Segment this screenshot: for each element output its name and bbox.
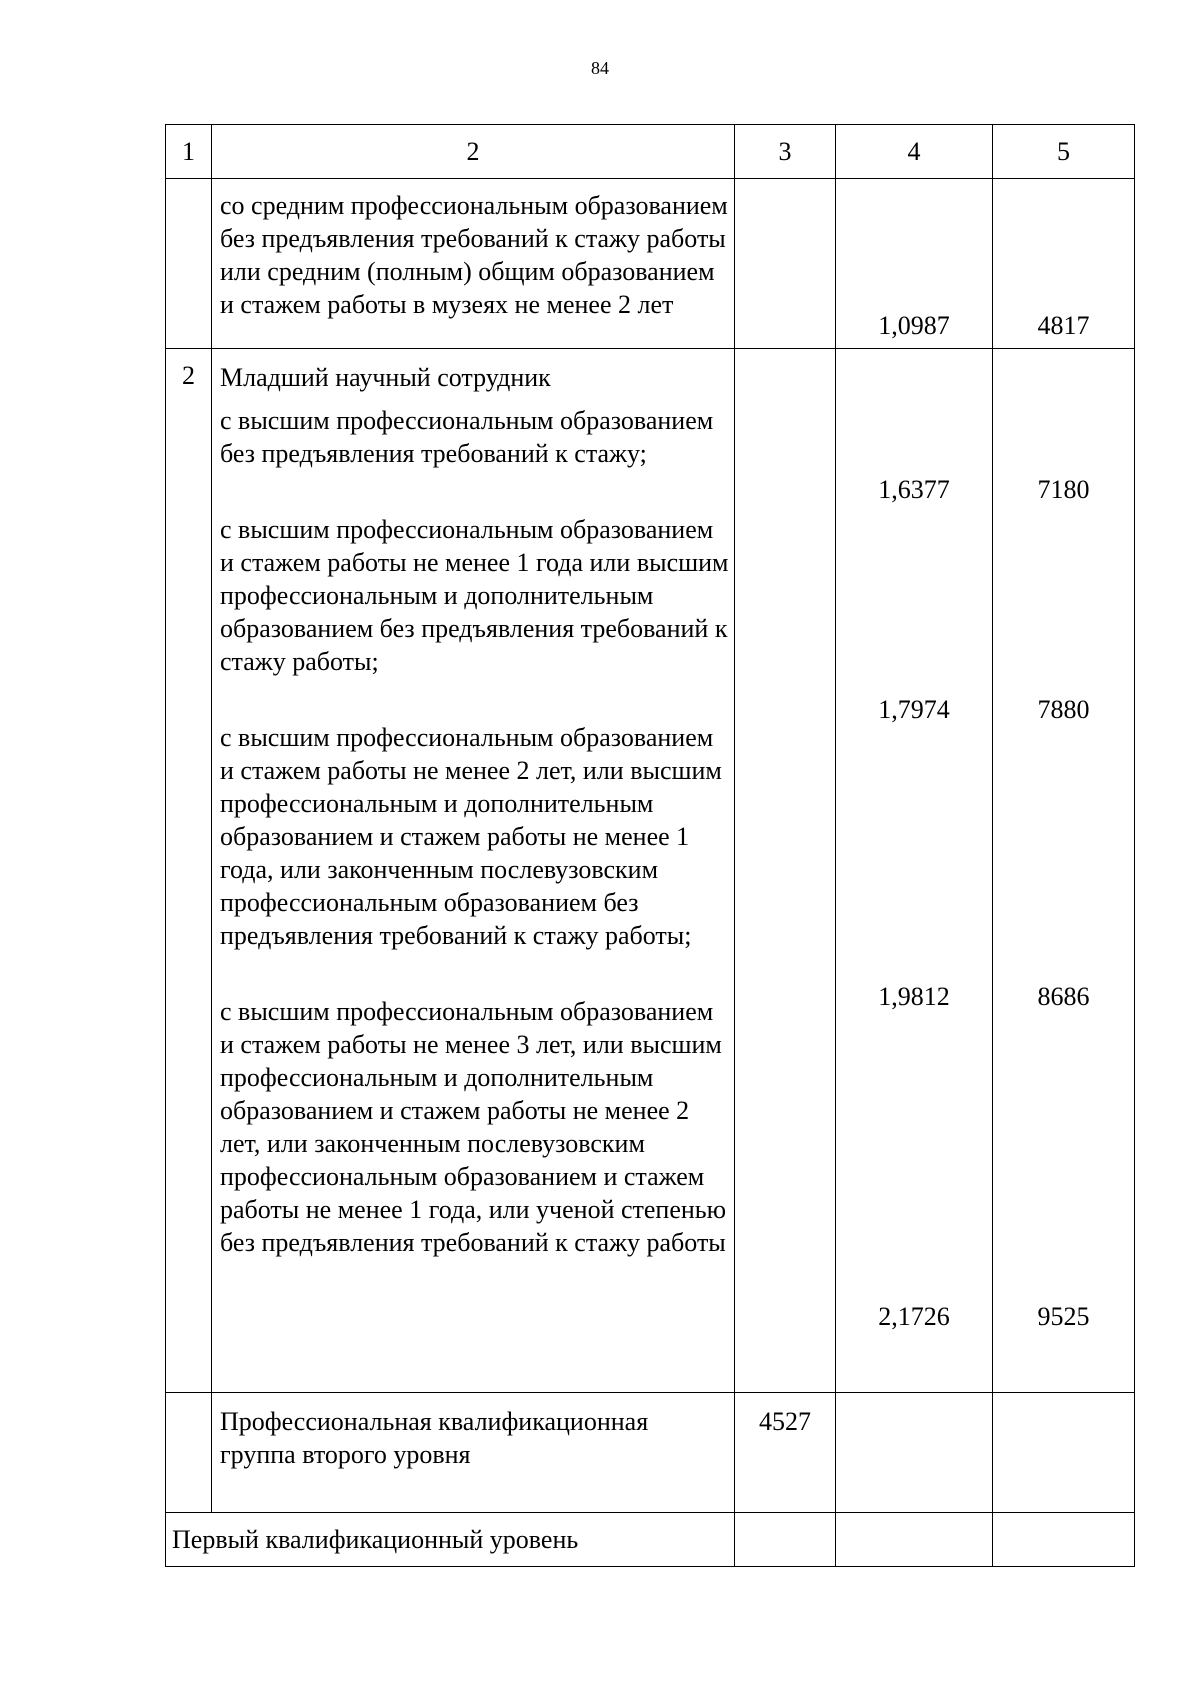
base-salary-cell: 4527: [735, 1393, 836, 1513]
requirement-text: со средним профессиональным образованием без предъявления требований к стажу работы или средним (полным) общим образованием и стажем работы в музеях не менее 2 лет: [220, 191, 728, 319]
salary-cell: [993, 349, 1135, 1393]
coefficient-cell: [836, 1513, 993, 1567]
position-description-cell: [212, 179, 735, 349]
group-description-cell: [212, 1393, 735, 1513]
salary-cell: 4817: [993, 179, 1135, 349]
base-salary-cell: [735, 179, 836, 349]
position-description-cell: [212, 349, 735, 1393]
table-row: [166, 1513, 1135, 1567]
group-title: Профессиональная квалификационная группа второго уровня: [220, 1407, 649, 1469]
header-col-4: 4: [836, 125, 993, 179]
row-number-cell: [166, 179, 212, 349]
header-col-5: 5: [993, 125, 1135, 179]
coefficient-value: 2,1726: [878, 1302, 950, 1331]
coefficient-cell: [836, 1393, 993, 1513]
salary-value: 7880: [1037, 695, 1090, 724]
coefficient-value: 1,6377: [878, 475, 950, 504]
position-title: Младший научный сотрудник: [220, 363, 551, 392]
salary-value: 9525: [1037, 1302, 1090, 1331]
base-salary-cell: [735, 349, 836, 1393]
salary-cell: [993, 1393, 1135, 1513]
level-title-cell: Первый квалификационный уровень: [166, 1513, 735, 1567]
salary-value: 7180: [1037, 475, 1090, 504]
table-row: [166, 349, 1135, 1393]
header-col-2: 2: [212, 125, 735, 179]
base-salary-cell: [735, 1513, 836, 1567]
row-number-cell: [166, 1393, 212, 1513]
table-row: [166, 1393, 1135, 1513]
header-col-1: 1: [166, 125, 212, 179]
salary-value: 8686: [1037, 982, 1090, 1011]
salary-table: [165, 124, 1135, 1567]
header-col-3: 3: [735, 125, 836, 179]
coefficient-value: 1,7974: [878, 695, 950, 724]
coefficient-cell: 1,0987: [836, 179, 993, 349]
requirement-text: с высшим профессиональным образованием без предъявления требований к стажу;: [220, 406, 714, 468]
coefficient-cell: [836, 349, 993, 1393]
coefficient-value: 1,9812: [878, 982, 950, 1011]
row-number-cell: 2: [166, 349, 212, 1393]
page-number: 84: [591, 58, 609, 78]
salary-cell: [993, 1513, 1135, 1567]
requirement-text: с высшим профессиональным образованием и стажем работы не менее 2 лет, или высшим профессиональным и дополнительным образованием и стажем работы не менее 1 года, или законченным послевузовским профессиональным образованием без предъявления требований к стажу работы;: [220, 723, 722, 950]
requirement-text: с высшим профессиональным образованием и стажем работы не менее 1 года или высшим профессиональным и дополнительным образованием без предъявления требований к стажу работы;: [220, 515, 729, 676]
requirement-text: с высшим профессиональным образованием и стажем работы не менее 3 лет, или высшим профессиональным и дополнительным образованием и стажем работы не менее 2 лет, или законченным послевузовским профессиональным образованием и стажем работы не менее 1 года, или ученой степенью без предъявления требований к стажу работы: [220, 997, 727, 1257]
table-header-row: [166, 125, 1135, 179]
table-row: [166, 179, 1135, 349]
